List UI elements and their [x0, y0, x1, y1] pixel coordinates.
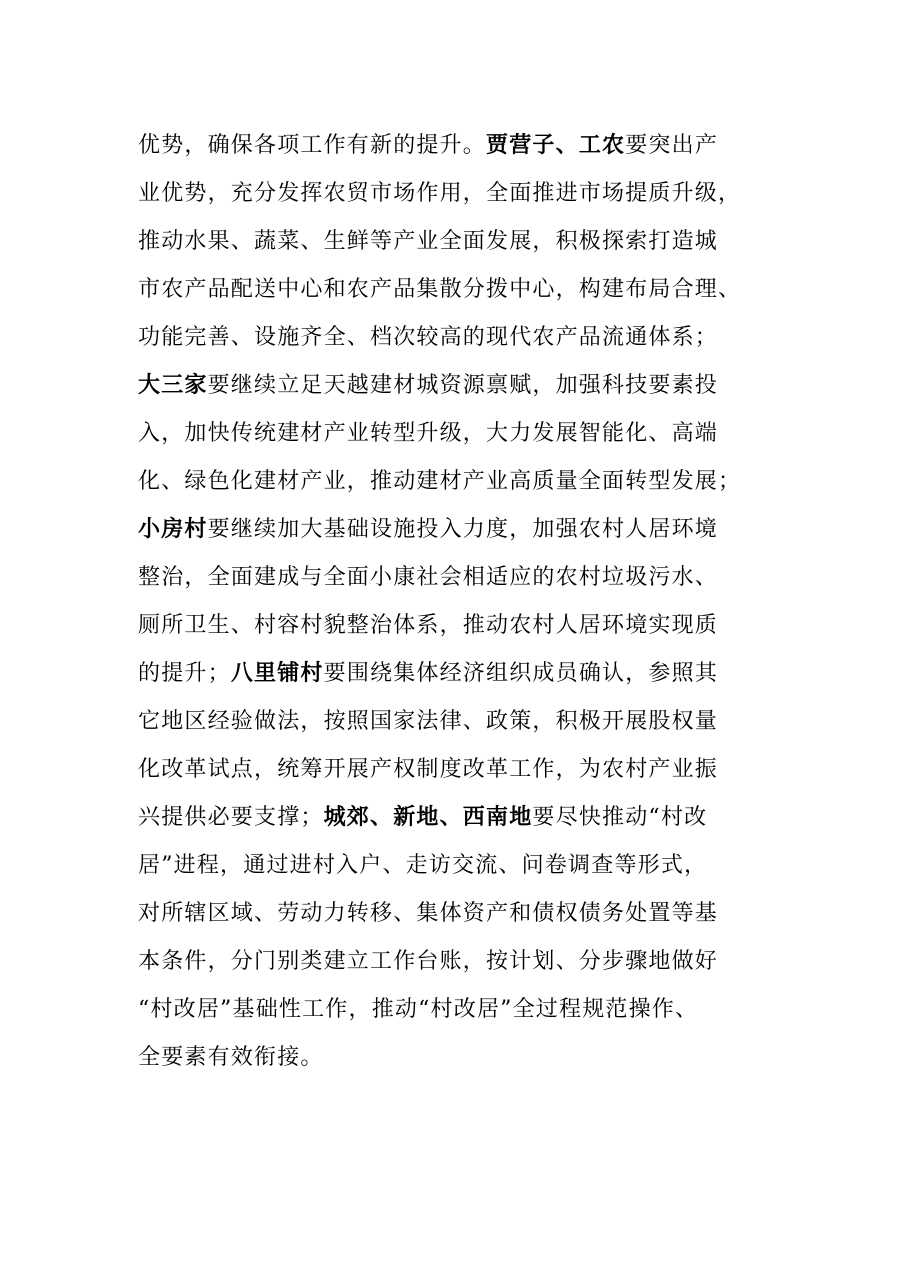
text-segment: “村改居”基础性工作，推动“村改居”全过程规范操作、	[138, 997, 699, 1022]
text-line	[138, 602, 778, 650]
text-segment: 业优势，充分发挥农贸市场作用，全面推进市场提质升级，	[138, 181, 742, 206]
text-segment: 要继续加大基础设施投入力度，加强农村人居环境	[207, 517, 719, 542]
text-segment: 要尽快推动“村改	[532, 805, 708, 830]
text-line	[138, 746, 778, 794]
text-line	[138, 938, 778, 986]
text-segment: 要围绕集体经济组织成员确认，参照其	[323, 661, 719, 686]
text-segment: 整治，全面建成与全面小康社会相适应的农村垃圾污水、	[138, 565, 719, 590]
bold-place-name: 贾营子、工农	[486, 133, 626, 158]
text-line	[138, 650, 778, 698]
text-segment: 要突出产	[625, 133, 719, 158]
text-line	[138, 122, 778, 170]
text-segment: 对所辖区域、劳动力转移、集体资产和债权债务处置等基	[138, 901, 719, 926]
text-segment: 兴提供必要支撑；	[138, 805, 324, 830]
text-segment: 居”进程，通过进村入户、走访交流、问卷调查等形式，	[138, 853, 708, 878]
bold-place-name: 城郊、新地、西南地	[323, 805, 533, 830]
text-segment: 市农产品配送中心和农产品集散分拨中心，构建布局合理、	[138, 277, 742, 302]
text-segment: 化改革试点，统筹开展产权制度改革工作，为农村产业振	[138, 757, 719, 782]
text-line	[138, 410, 778, 458]
text-line	[138, 218, 778, 266]
text-segment: 它地区经验做法，按照国家法律、政策，积极开展股权量	[138, 709, 719, 734]
body-paragraph	[138, 122, 778, 1082]
text-segment: 入，加快传统建材产业转型升级，大力发展智能化、高端	[138, 421, 719, 446]
text-line	[138, 170, 778, 218]
bold-place-name: 小房村	[138, 517, 208, 542]
text-line	[138, 842, 778, 890]
text-line	[138, 266, 778, 314]
text-line	[138, 506, 778, 554]
text-line	[138, 698, 778, 746]
text-segment: 全要素有效衔接。	[138, 1045, 324, 1070]
text-line	[138, 986, 778, 1034]
text-segment: 要继续立足天越建材城资源禀赋，加强科技要素投	[207, 373, 719, 398]
text-line	[138, 554, 778, 602]
bold-place-name: 大三家	[138, 373, 208, 398]
text-segment: 本条件，分门别类建立工作台账，按计划、分步骤地做好	[138, 949, 719, 974]
text-segment: 推动水果、蔬菜、生鲜等产业全面发展，积极探索打造城	[138, 229, 719, 254]
bold-place-name: 八里铺村	[230, 661, 324, 686]
text-segment: 化、绿色化建材产业，推动建材产业高质量全面转型发展；	[138, 469, 742, 494]
text-segment: 的提升；	[138, 661, 231, 686]
text-line	[138, 314, 778, 362]
text-line	[138, 794, 778, 842]
text-segment: 功能完善、设施齐全、档次较高的现代农产品流通体系；	[138, 325, 719, 350]
text-line	[138, 1034, 778, 1082]
text-line	[138, 458, 778, 506]
text-segment: 优势，确保各项工作有新的提升。	[138, 133, 487, 158]
text-segment: 厕所卫生、村容村貌整治体系，推动农村人居环境实现质	[138, 613, 719, 638]
text-line	[138, 890, 778, 938]
text-line	[138, 362, 778, 410]
